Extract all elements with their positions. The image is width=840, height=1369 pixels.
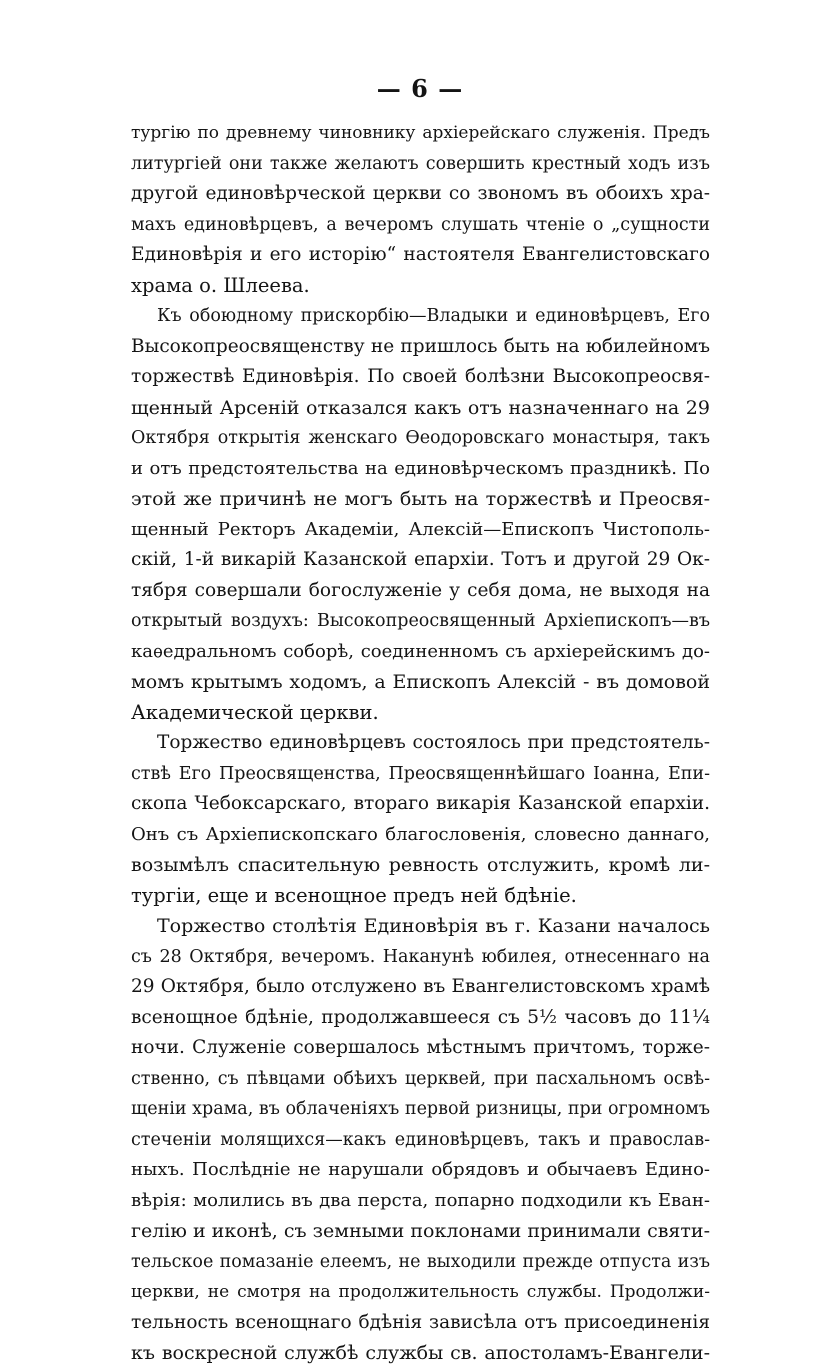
text-line: тября совершали богослуженіе у себя дома, не выходя на [131, 579, 710, 601]
text-line: Онъ съ Архіепископскаго благословенія, словесно даннаго, [131, 823, 710, 845]
text-line: тельское помазаніе елеемъ, не выходили прежде отпуста изъ [131, 1251, 710, 1272]
text-line: Къ обоюдному прискорбію—Владыки и единовѣрцевъ, Его [157, 306, 710, 326]
text-line: и отъ предстоятельства на единовѣрческомъ праздникѣ. По [131, 457, 710, 479]
text-line: съ 28 Октября, вечеромъ. Наканунѣ юбилея, отнесеннаго на [131, 946, 710, 967]
text-line: скій, 1-й викарій Казанской епархіи. Тотъ и другой 29 Ок- [131, 549, 710, 570]
text-line: ствѣ Его Преосвященства, Преосвященнѣйшаго Іоанна, Епи- [131, 763, 710, 784]
text-line: храма о. Шлеева. [131, 273, 310, 297]
text-line: литургіей они также желаютъ совершить крестный ходъ изъ [131, 153, 710, 174]
text-line: всенощное бдѣніе, продолжавшееся съ 5½ часовъ до 11¼ [131, 1006, 710, 1028]
text-line: скопа Чебоксарскаго, втораго викарія Казанской епархіи. [131, 793, 710, 814]
text-line: церкви, не смотря на продолжительность службы. Продолжи- [131, 1282, 710, 1302]
text-line: къ воскресной службѣ службы св. апостоламъ-Евангели- [131, 1342, 710, 1364]
text-line: Торжество столѣтія Единовѣрія въ г. Казани началось [157, 915, 710, 937]
text-line: торжествѣ Единовѣрія. По своей болѣзни Высокопреосвя- [131, 366, 710, 387]
text-line: ныхъ. Послѣдніе не нарушали обрядовъ и обычаевъ Едино- [131, 1159, 710, 1180]
text-line: каѳедральномъ соборѣ, соединенномъ съ архіерейскимъ до- [131, 640, 710, 662]
page-number: — 6 — [376, 74, 464, 103]
text-line: Торжество единовѣрцевъ состоялось при предстоятель- [157, 732, 710, 753]
text-line: момъ крытымъ ходомъ, а Епископъ Алексій - въ домовой [131, 671, 710, 693]
text-line: щеніи храма, въ облаченіяхъ первой ризницы, при огромномъ [131, 1099, 710, 1119]
text-line: щенный Ректоръ Академіи, Алексій—Епископъ Чистополь- [131, 518, 710, 540]
text-line: ночи. Служеніе совершалось мѣстнымъ причтомъ, торже- [131, 1037, 710, 1058]
text-line: Академической церкви. [131, 700, 379, 724]
text-line: Высокопреосвященству не пришлось быть на юбилейномъ [131, 335, 710, 357]
text-line: этой же причинѣ не могъ быть на торжествѣ и Преосвя- [131, 488, 710, 510]
text-line: тельность всенощнаго бдѣнія зависѣла отъ присоединенія [131, 1311, 710, 1333]
text-line: Октября открытія женскаго Ѳеодоровскаго монастыря, такъ [131, 428, 710, 448]
text-line: 29 Октября, было отслужено въ Евангелистовскомъ храмѣ [131, 976, 710, 997]
text-line: вѣрія: молились въ два перста, попарно подходили къ Еван- [131, 1189, 710, 1211]
text-line: Единовѣрія и его исторію“ настоятеля Евангелистовскаго [131, 244, 710, 265]
text-line: стеченіи молящихся—какъ единовѣрцевъ, такъ и православ- [131, 1129, 710, 1150]
body-text [131, 118, 710, 1369]
text-line: тургію по древнему чиновнику архіерейскаго служенія. Предъ [131, 123, 710, 143]
text-line: щенный Арсеній отказался какъ отъ назначеннаго на 29 [131, 396, 710, 419]
text-line: махъ единовѣрцевъ, а вечеромъ слушать чтеніе о „сущности [131, 214, 710, 235]
text-line: другой единовѣрческой церкви со звономъ въ обоихъ хра- [131, 183, 710, 204]
text-line: ственно, съ пѣвцами обѣихъ церквей, при пасхальномъ освѣ- [131, 1068, 710, 1089]
text-line: открытый воздухъ: Высокопреосвященный Архіепископъ—въ [131, 611, 710, 631]
text-line: возымѣлъ спасительную ревность отслужить, кромѣ ли- [131, 854, 710, 876]
text-line: гелію и иконѣ, съ земными поклонами принимали святи- [131, 1220, 710, 1242]
text-line: тургіи, еще и всенощное предъ ней бдѣніе. [131, 883, 577, 907]
